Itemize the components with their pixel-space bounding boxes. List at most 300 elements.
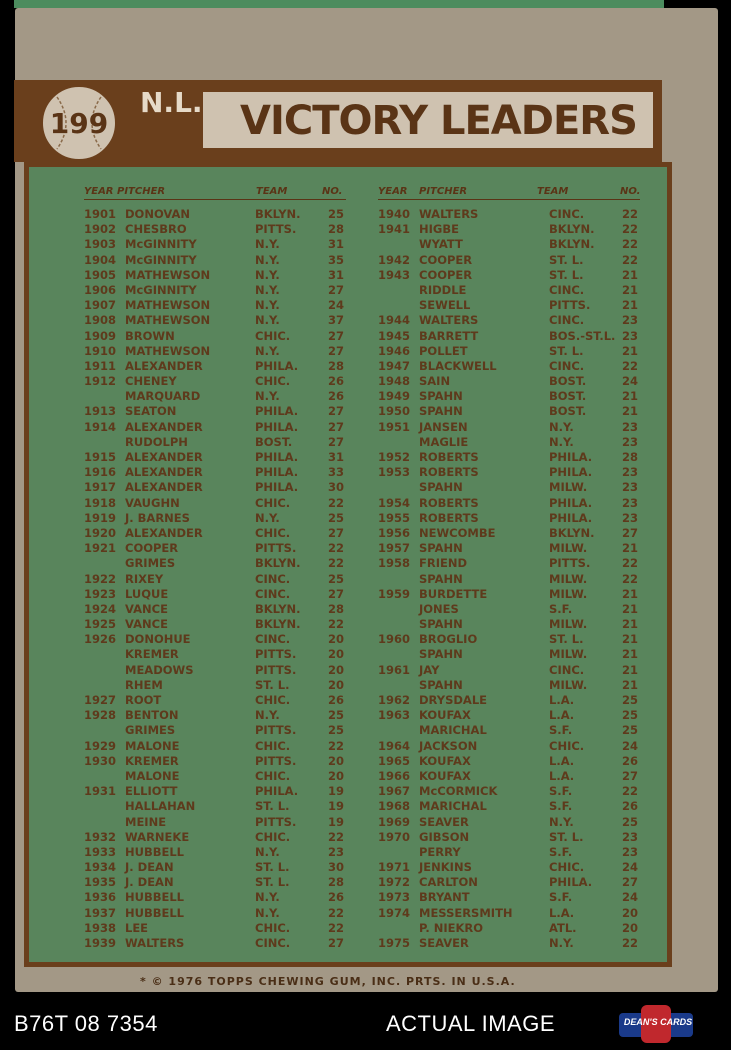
cell-team: L.A.	[549, 768, 575, 783]
cell-year: 1935	[84, 875, 117, 890]
table-row	[84, 389, 372, 404]
cell-pitcher: HIGBE	[419, 222, 459, 237]
cell-team: PITTS.	[255, 541, 297, 556]
header-team: TEAM	[256, 186, 288, 197]
cell-year: 1967	[378, 784, 411, 799]
cell-pitcher: MALONE	[125, 738, 180, 753]
table-row	[84, 632, 372, 647]
cell-year: 1971	[378, 860, 411, 875]
cell-no: 23	[622, 328, 639, 343]
cell-pitcher: RIDDLE	[419, 282, 467, 297]
cell-team: L.A.	[549, 708, 575, 723]
cell-team: N.Y.	[255, 298, 280, 313]
table-row	[84, 647, 372, 662]
cell-pitcher: WARNEKE	[125, 829, 190, 844]
cell-no: 21	[622, 541, 639, 556]
cell-team: CHIC.	[549, 860, 585, 875]
cell-team: N.Y.	[255, 905, 280, 920]
table-row	[84, 298, 372, 313]
cell-year: 1954	[378, 495, 411, 510]
table-row	[84, 921, 372, 936]
cell-team: PITTS.	[255, 753, 297, 768]
cell-team: BKLYN.	[549, 237, 595, 252]
table-row	[378, 329, 666, 344]
table-row	[84, 860, 372, 875]
cell-no: 27	[328, 936, 345, 950]
cell-pitcher: McCORMICK	[419, 784, 498, 799]
cell-pitcher: VANCE	[125, 617, 168, 632]
cell-team: S.F.	[549, 601, 573, 616]
cell-team: N.Y.	[549, 936, 574, 950]
table-row	[378, 344, 666, 359]
cell-pitcher: PERRY	[419, 844, 461, 859]
actual-image-label: ACTUAL IMAGE	[386, 1011, 555, 1036]
cell-pitcher: HALLAHAN	[125, 799, 196, 814]
cell-year: 1910	[84, 343, 117, 358]
cell-no: 22	[622, 358, 639, 373]
cell-pitcher: VANCE	[125, 601, 168, 616]
cell-no: 35	[328, 252, 345, 267]
cell-team: N.Y.	[549, 434, 574, 449]
cell-year: 1938	[84, 920, 117, 935]
table-row	[378, 830, 666, 845]
cell-pitcher: ROBERTS	[419, 495, 479, 510]
cell-team: N.Y.	[255, 267, 280, 282]
table-row	[84, 875, 372, 890]
cell-pitcher: BROWN	[125, 328, 175, 343]
cell-pitcher: SEATON	[125, 404, 177, 419]
table-row	[84, 906, 372, 921]
cell-year: 1929	[84, 738, 117, 753]
cell-pitcher: BURDETTE	[419, 586, 488, 601]
cell-no: 25	[622, 723, 639, 738]
cell-no: 28	[328, 875, 345, 890]
cell-team: CINC.	[549, 662, 585, 677]
header-pitcher: PITCHER	[419, 186, 468, 197]
cell-no: 21	[622, 586, 639, 601]
table-row	[378, 237, 666, 252]
cell-team: BOST.	[549, 374, 587, 389]
cell-team: BKLYN.	[255, 207, 301, 221]
cell-team: CINC.	[549, 358, 585, 373]
cell-no: 31	[328, 237, 345, 252]
cell-pitcher: ROOT	[125, 693, 162, 707]
cell-team: ST. L.	[255, 875, 290, 890]
cell-year: 1906	[84, 282, 117, 297]
cell-team: BOST.	[255, 434, 293, 449]
cell-team: ST. L.	[549, 267, 584, 282]
table-row	[84, 222, 372, 237]
cell-no: 24	[622, 374, 639, 389]
table-row	[84, 496, 372, 511]
cell-no: 20	[328, 662, 345, 677]
table-row	[378, 678, 666, 693]
cell-no: 21	[622, 617, 639, 632]
table-row	[84, 556, 372, 571]
cell-team: PHILA.	[255, 404, 299, 419]
cell-team: PITTS.	[549, 298, 591, 313]
cell-pitcher: SPAHN	[419, 480, 463, 495]
cell-year: 1917	[84, 480, 117, 495]
table-row	[84, 572, 372, 587]
table-row	[84, 329, 372, 344]
cell-pitcher: MATHEWSON	[125, 313, 211, 328]
table-row	[378, 465, 666, 480]
cell-no: 23	[622, 510, 639, 525]
cell-year: 1944	[378, 313, 411, 328]
cell-team: CHIC.	[255, 738, 291, 753]
table-row	[378, 632, 666, 647]
cell-year: 1904	[84, 252, 117, 267]
cell-pitcher: McGINNITY	[125, 252, 197, 267]
table-row	[378, 693, 666, 708]
cell-no: 28	[328, 358, 345, 373]
cell-team: N.Y.	[549, 814, 574, 829]
cell-year: 1943	[378, 267, 411, 282]
cell-year: 1936	[84, 890, 117, 905]
table-row	[84, 678, 372, 693]
cell-pitcher: COOPER	[419, 267, 473, 282]
table-row	[378, 572, 666, 587]
cell-no: 28	[328, 222, 345, 237]
cell-no: 23	[328, 844, 345, 859]
cell-no: 22	[622, 571, 639, 586]
cell-year: 1907	[84, 298, 117, 313]
cell-pitcher: SPAHN	[419, 677, 463, 692]
cell-no: 19	[328, 784, 345, 799]
cell-no: 25	[328, 571, 345, 586]
table-row	[84, 799, 372, 814]
cell-pitcher: JAY	[419, 662, 440, 677]
cell-team: PHILA.	[549, 495, 593, 510]
cell-team: CINC.	[255, 586, 291, 601]
cell-year: 1962	[378, 693, 411, 707]
cell-team: L.A.	[549, 905, 575, 920]
cell-year: 1949	[378, 389, 411, 404]
cell-no: 22	[622, 936, 639, 950]
table-row	[84, 693, 372, 708]
cell-team: BOST.	[549, 404, 587, 419]
cell-year: 1922	[84, 571, 117, 586]
cell-no: 27	[328, 343, 345, 358]
cell-pitcher: LUQUE	[125, 586, 169, 601]
table-row	[378, 875, 666, 890]
card-top-strip	[14, 0, 664, 8]
cell-team: CINC.	[255, 571, 291, 586]
cell-team: MILW.	[549, 677, 588, 692]
table-row	[84, 253, 372, 268]
cell-pitcher: BENTON	[125, 708, 179, 723]
cell-no: 23	[622, 434, 639, 449]
table-row	[378, 268, 666, 283]
cell-year: 1940	[378, 207, 411, 221]
cell-no: 25	[622, 693, 639, 707]
cell-team: CINC.	[255, 632, 291, 647]
cell-no: 22	[622, 784, 639, 799]
cell-pitcher: BLACKWELL	[419, 358, 497, 373]
cell-team: CINC.	[549, 207, 585, 221]
cell-no: 23	[622, 829, 639, 844]
table-row	[378, 769, 666, 784]
cell-no: 25	[622, 814, 639, 829]
cell-pitcher: DONOVAN	[125, 207, 191, 221]
cell-team: PHILA.	[549, 465, 593, 480]
cell-no: 21	[622, 298, 639, 313]
cell-team: MILW.	[549, 541, 588, 556]
cell-pitcher: VAUGHN	[125, 495, 180, 510]
table-row	[84, 359, 372, 374]
header-team: TEAM	[537, 186, 569, 197]
cell-year: 1965	[378, 753, 411, 768]
cell-pitcher: ROBERTS	[419, 450, 479, 464]
cell-no: 21	[622, 632, 639, 647]
cell-team: PITTS.	[255, 647, 297, 662]
cell-team: BKLYN.	[255, 601, 301, 616]
cell-no: 25	[622, 708, 639, 723]
cell-no: 27	[328, 525, 345, 540]
header-pitcher: PITCHER	[117, 186, 166, 197]
table-row	[378, 936, 666, 951]
cell-team: ST. L.	[255, 677, 290, 692]
cell-team: CHIC.	[255, 328, 291, 343]
cell-pitcher: SEAVER	[419, 814, 469, 829]
cell-no: 27	[328, 404, 345, 419]
cell-pitcher: SEAVER	[419, 936, 469, 950]
cell-pitcher: MATHEWSON	[125, 298, 211, 313]
cell-no: 37	[328, 313, 345, 328]
cell-year: 1912	[84, 374, 117, 389]
header-no: NO.	[620, 186, 641, 197]
cell-no: 26	[328, 374, 345, 389]
cell-pitcher: KOUFAX	[419, 768, 471, 783]
cell-pitcher: JONES	[419, 601, 459, 616]
cell-pitcher: KREMER	[125, 647, 179, 662]
cell-team: MILW.	[549, 647, 588, 662]
cell-year: 1911	[84, 358, 117, 373]
table-row	[84, 587, 372, 602]
cell-no: 23	[622, 844, 639, 859]
cell-pitcher: HUBBELL	[125, 890, 185, 905]
cell-no: 23	[622, 480, 639, 495]
table-row	[378, 496, 666, 511]
cell-no: 20	[622, 905, 639, 920]
cell-pitcher: RHEM	[125, 677, 163, 692]
cell-team: N.Y.	[255, 252, 280, 267]
right-column	[378, 207, 666, 951]
header-rule	[378, 199, 640, 200]
cell-team: ST. L.	[255, 860, 290, 875]
cell-pitcher: SPAHN	[419, 617, 463, 632]
cell-team: MILW.	[549, 571, 588, 586]
table-row	[378, 526, 666, 541]
cell-team: BKLYN.	[255, 617, 301, 632]
table-row	[378, 480, 666, 495]
card-title: VICTORY LEADERS	[240, 98, 637, 144]
cell-no: 24	[622, 860, 639, 875]
cell-no: 22	[328, 829, 345, 844]
cell-year: 1969	[378, 814, 411, 829]
cell-year: 1924	[84, 601, 117, 616]
cell-team: PHILA.	[255, 358, 299, 373]
cell-no: 27	[328, 434, 345, 449]
cell-year: 1901	[84, 207, 117, 221]
cell-year: 1932	[84, 829, 117, 844]
cell-no: 20	[622, 920, 639, 935]
cell-year: 1925	[84, 617, 117, 632]
cell-no: 22	[328, 905, 345, 920]
table-row	[84, 374, 372, 389]
cell-pitcher: COOPER	[125, 541, 179, 556]
cell-pitcher: ALEXANDER	[125, 525, 203, 540]
cell-no: 23	[622, 313, 639, 328]
cell-year: 1909	[84, 328, 117, 343]
cell-team: CINC.	[549, 282, 585, 297]
cell-year: 1941	[378, 222, 411, 237]
cell-no: 22	[328, 738, 345, 753]
cell-year: 1975	[378, 936, 411, 950]
cell-pitcher: CHENEY	[125, 374, 177, 389]
cell-team: PHILA.	[255, 465, 299, 480]
table-row	[84, 830, 372, 845]
table-row	[378, 541, 666, 556]
cell-year: 1903	[84, 237, 117, 252]
cell-no: 22	[622, 222, 639, 237]
cell-year: 1966	[378, 768, 411, 783]
cell-pitcher: RIXEY	[125, 571, 164, 586]
cell-no: 22	[622, 252, 639, 267]
cell-no: 25	[328, 207, 345, 221]
cell-team: BKLYN.	[549, 222, 595, 237]
table-row	[378, 906, 666, 921]
cell-team: S.F.	[549, 844, 573, 859]
cell-year: 1939	[84, 936, 117, 950]
cell-pitcher: BROGLIO	[419, 632, 478, 647]
cell-pitcher: MATHEWSON	[125, 267, 211, 282]
table-row	[84, 344, 372, 359]
cell-year: 1972	[378, 875, 411, 890]
table-row	[84, 526, 372, 541]
cell-no: 31	[328, 267, 345, 282]
cell-year: 1961	[378, 662, 411, 677]
cell-no: 21	[622, 389, 639, 404]
table-row	[378, 450, 666, 465]
cell-team: PITTS.	[549, 556, 591, 571]
cell-team: S.F.	[549, 784, 573, 799]
cell-no: 27	[328, 419, 345, 434]
cell-no: 24	[622, 738, 639, 753]
cell-pitcher: WALTERS	[419, 313, 479, 328]
cell-year: 1918	[84, 495, 117, 510]
cell-pitcher: NEWCOMBE	[419, 525, 496, 540]
cell-year: 1926	[84, 632, 117, 647]
cell-year: 1919	[84, 510, 117, 525]
cell-no: 28	[328, 601, 345, 616]
cell-no: 26	[328, 890, 345, 905]
header-year: YEAR	[84, 186, 114, 197]
cell-no: 25	[328, 708, 345, 723]
cell-pitcher: MALONE	[125, 768, 180, 783]
cell-no: 22	[328, 541, 345, 556]
cell-year: 1921	[84, 541, 117, 556]
table-row	[84, 708, 372, 723]
table-row	[378, 283, 666, 298]
cell-no: 20	[328, 677, 345, 692]
cell-pitcher: DONOHUE	[125, 632, 191, 647]
table-row	[378, 556, 666, 571]
cell-no: 23	[622, 495, 639, 510]
cell-pitcher: POLLET	[419, 343, 468, 358]
cell-team: CHIC.	[549, 738, 585, 753]
cell-team: N.Y.	[255, 237, 280, 252]
cell-team: CHIC.	[255, 829, 291, 844]
cell-team: N.Y.	[255, 510, 280, 525]
header-rule	[84, 199, 346, 200]
table-row	[84, 420, 372, 435]
cell-year: 1957	[378, 541, 411, 556]
cell-year: 1908	[84, 313, 117, 328]
table-row	[378, 435, 666, 450]
cell-no: 21	[622, 662, 639, 677]
cell-no: 30	[328, 860, 345, 875]
cell-team: N.Y.	[255, 282, 280, 297]
cell-no: 27	[328, 282, 345, 297]
table-row	[378, 511, 666, 526]
cell-pitcher: ALEXANDER	[125, 465, 203, 480]
cell-pitcher: SPAHN	[419, 389, 463, 404]
cell-year: 1955	[378, 510, 411, 525]
cell-pitcher: GRIMES	[125, 723, 176, 738]
cell-team: PHILA.	[549, 510, 593, 525]
table-row	[378, 602, 666, 617]
cell-year: 1956	[378, 525, 411, 540]
cell-pitcher: HUBBELL	[125, 844, 185, 859]
cell-year: 1914	[84, 419, 117, 434]
cell-pitcher: BRYANT	[419, 890, 470, 905]
cell-year: 1970	[378, 829, 411, 844]
cell-team: L.A.	[549, 693, 575, 707]
cell-no: 27	[622, 875, 639, 890]
table-row	[378, 723, 666, 738]
cell-no: 21	[622, 601, 639, 616]
cell-no: 21	[622, 677, 639, 692]
cell-year: 1948	[378, 374, 411, 389]
cell-pitcher: McGINNITY	[125, 237, 197, 252]
cell-team: CHIC.	[255, 495, 291, 510]
cell-team: BKLYN.	[255, 556, 301, 571]
cell-no: 25	[328, 723, 345, 738]
table-row	[378, 207, 666, 222]
cell-year: 1951	[378, 419, 411, 434]
left-column	[84, 207, 372, 951]
table-row	[378, 313, 666, 328]
cell-no: 19	[328, 799, 345, 814]
table-row	[84, 207, 372, 222]
cell-year: 1920	[84, 525, 117, 540]
cell-year: 1945	[378, 328, 411, 343]
cell-year: 1964	[378, 738, 411, 753]
cell-team: N.Y.	[549, 419, 574, 434]
table-row	[84, 541, 372, 556]
cell-pitcher: SAIN	[419, 374, 451, 389]
cell-year: 1933	[84, 844, 117, 859]
table-row	[378, 663, 666, 678]
cell-pitcher: SPAHN	[419, 404, 463, 419]
copyright-line: * © 1976 TOPPS CHEWING GUM, INC. PRTS. IN U.S.A.	[140, 975, 516, 988]
cell-team: N.Y.	[255, 389, 280, 404]
cell-team: CHIC.	[255, 525, 291, 540]
logo-text: DEAN'S CARDS	[623, 1017, 693, 1027]
table-row	[84, 815, 372, 830]
